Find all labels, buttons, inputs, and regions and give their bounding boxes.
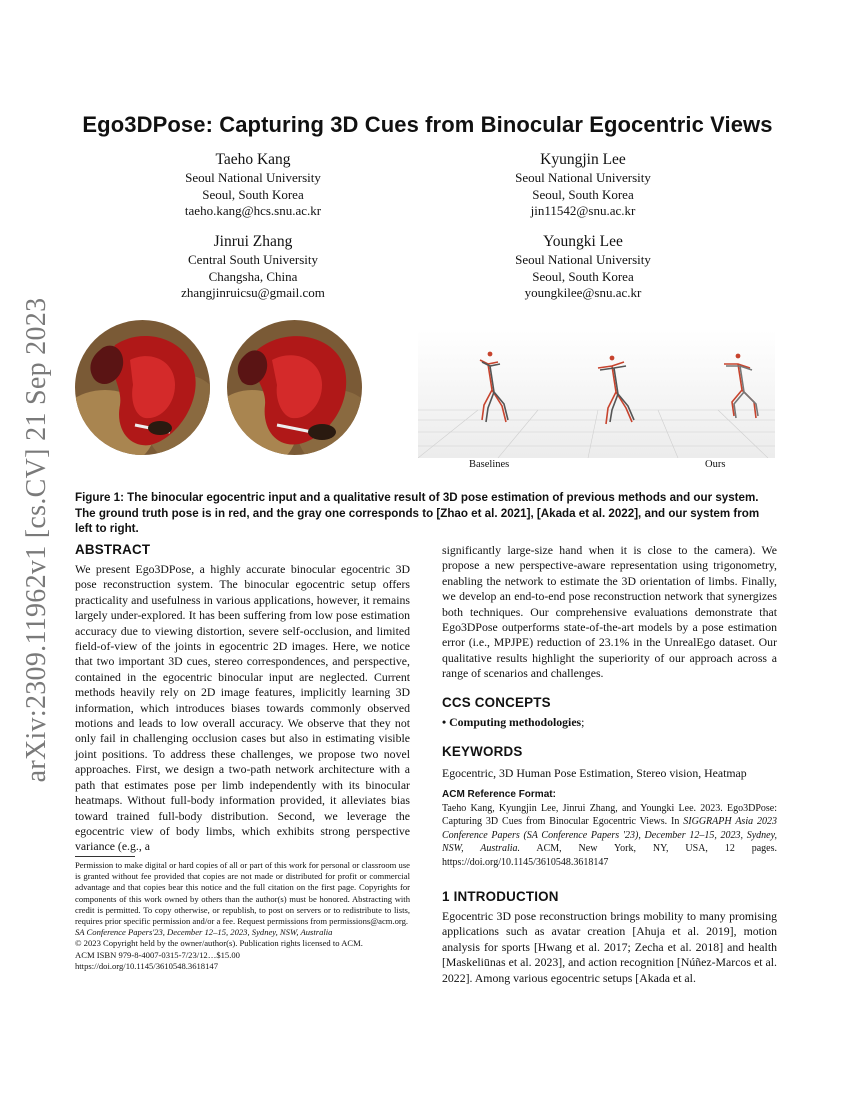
acm-reference-venue: SIGGRAPH Asia 2023 Conference Papers (SA Conference Papers '23), December 12–15, 2023, Sydney, NSW, Australia.: [442, 816, 777, 855]
author-location: Seoul, South Korea: [532, 186, 634, 202]
baselines-label: Baselines: [469, 459, 510, 470]
author-name: Jinrui Zhang: [213, 233, 293, 250]
egocentric-right-view-image: [227, 320, 362, 455]
author-block: [463, 232, 703, 302]
egocentric-left-view-image: [75, 320, 210, 455]
copyright-text: © 2023 Copyright held by the owner/author(s). Publication rights licensed to ACM.: [75, 938, 363, 949]
keywords-text: Egocentric, 3D Human Pose Estimation, Stereo vision, Heatmap: [442, 766, 747, 780]
acm-reference-body: [442, 802, 777, 870]
author-affiliation: Seoul National University: [185, 170, 321, 185]
keywords-heading: KEYWORDS: [442, 744, 523, 759]
conference-venue: SA Conference Papers'23, December 12–15, 2023, Sydney, NSW, Australia: [75, 927, 333, 938]
abstract-body: We present Ego3DPose, a highly accurate binocular egocentric 3D pose reconstruction system. The binocular egocentric setup offers practicality and usefulness in various applications, however, it remains largely under-explored. It has been suffering from low pose estimation accuracy due to viewing distortion, severe self-occlusion, and limited field-of-view of the joints in egocentric 2D images. Here, we notice that two important 3D cues, stereo correspondences, and perspective, contained in the egocentric binocular input are neglected. Current methods heavily rely on 2D image features, implicitly learning 3D information, which introduces biases towards commonly observed motions and leads to low overall accuracy. We observe that they not only fail in challenging occlusion cases but also in estimating visible joint positions. To address these challenges, we propose two novel approaches. First, we design a two-path network architecture with a path that estimates pose per limb independently with its binocular heatmaps. Without full-body information provided, it alleviates bias toward trained full-body distribution. Second, we leverage the egocentric view of body limbs, which exhibits strong perspective variance (e.g., a: [75, 562, 410, 854]
introduction-body: Egocentric 3D pose reconstruction brings mobility to many promising applications such as avatar creation [Ahuja et al. 2019], motion analysis for sports [Hwang et al. 2017; Zecha et al. 2018] and health [Maskeliūnas et al. 2023], and action recognition [Núñez-Marcos et al. 2022]. Among various egocentric setups [Akada et al.: [442, 909, 777, 985]
ccs-item-label: • Computing methodologies: [442, 715, 582, 729]
ours-label: Ours: [705, 459, 726, 470]
abstract-heading: ABSTRACT: [75, 542, 151, 557]
author-location: Seoul, South Korea: [202, 186, 304, 202]
author-name: Youngki Lee: [543, 233, 623, 250]
ccs-item-suffix: ;: [581, 715, 585, 729]
arxiv-stamp: [14, 295, 60, 785]
author-location: Seoul, South Korea: [532, 268, 634, 284]
introduction-heading: 1 INTRODUCTION: [442, 889, 559, 904]
abstract-continued: significantly large-size hand when it is close to the camera). We propose a new perspective-aware representation using trigonometry, enabling the network to estimate the 3D orientation of limbs. Finally, we develop an end-to-end pose reconstruction network that synergizes both techniques. Our comprehensive evaluations demonstrate that Ego3DPose outperforms state-of-the-art models by a pose estimation error (i.e., MPJPE) reduction of 23.1% in the UnrealEgo dataset. Our qualitative results highlight the superiority of our approach across a range of scenarios and challenges.: [442, 543, 777, 681]
author-block: [463, 150, 703, 220]
author-email[interactable]: taeho.kang@hcs.snu.ac.kr: [184, 203, 322, 218]
teaser-figure: [75, 318, 775, 478]
author-email[interactable]: jin11542@snu.ac.kr: [530, 203, 636, 218]
acm-reference-publisher: ACM, New York, NY, USA, 12 pages. https://doi.org/10.1145/3610548.3618147: [442, 843, 777, 868]
acm-reference-authors: Taeho Kang, Kyungjin Lee, Jinrui Zhang, and Youngki Lee. 2023. Ego3DPose: Capturing 3D Cues from Binocular Egocentric Views. In: [442, 802, 777, 828]
permission-text: Permission to make digital or hard copies of all or part of this work for personal or classroom use is granted without fee provided that copies are not made or distributed for profit or commercial advantage and that copies bear this notice and the full citation on the first page. Copyrights for components of this work owned by others than the author(s) must be honored. Abstracting with credit is permitted. To copy otherwise, or republish, to post on servers or to redistribute to lists, requires prior specific permission and/or a fee. Request permissions from permissions@acm.org.: [75, 860, 410, 927]
paper-title: Ego3DPose: Capturing 3D Cues from Binocular Egocentric Views: [82, 112, 773, 137]
acm-reference-heading: ACM Reference Format:: [442, 789, 556, 800]
author-affiliation: Central South University: [188, 252, 318, 267]
author-block: [133, 150, 373, 220]
author-block: [133, 232, 373, 302]
footnote-divider: [75, 856, 135, 857]
author-email[interactable]: youngkilee@snu.ac.kr: [524, 285, 642, 300]
isbn-text: ACM ISBN 979-8-4007-0315-7/23/12…$15.00: [75, 949, 240, 960]
acm-reference-format: [442, 788, 777, 870]
author-affiliation: Seoul National University: [515, 170, 651, 185]
arxiv-stamp-text: arXiv:2309.11962v1 [cs.CV] 21 Sep 2023: [21, 297, 52, 783]
author-name: Kyungjin Lee: [540, 151, 626, 168]
ccs-item: [442, 715, 777, 730]
figure-caption: Figure 1: The binocular egocentric input and a qualitative result of 3D pose estimation of previous methods and our system. The ground truth pose is in red, and the gray one corresponds to [Zhao et al. 2021], [Akada et al. 2022], and our system from left to right.: [75, 491, 760, 535]
author-affiliation: Seoul National University: [515, 252, 651, 267]
author-location: Changsha, China: [208, 268, 298, 284]
pose-comparison-scene: [418, 330, 775, 458]
doi-link[interactable]: https://doi.org/10.1145/3610548.3618147: [75, 960, 218, 971]
author-name: Taeho Kang: [215, 151, 291, 168]
ccs-heading: CCS CONCEPTS: [442, 695, 551, 710]
permission-footnote: [75, 860, 410, 972]
author-email[interactable]: zhangjinruicsu@gmail.com: [181, 285, 325, 300]
